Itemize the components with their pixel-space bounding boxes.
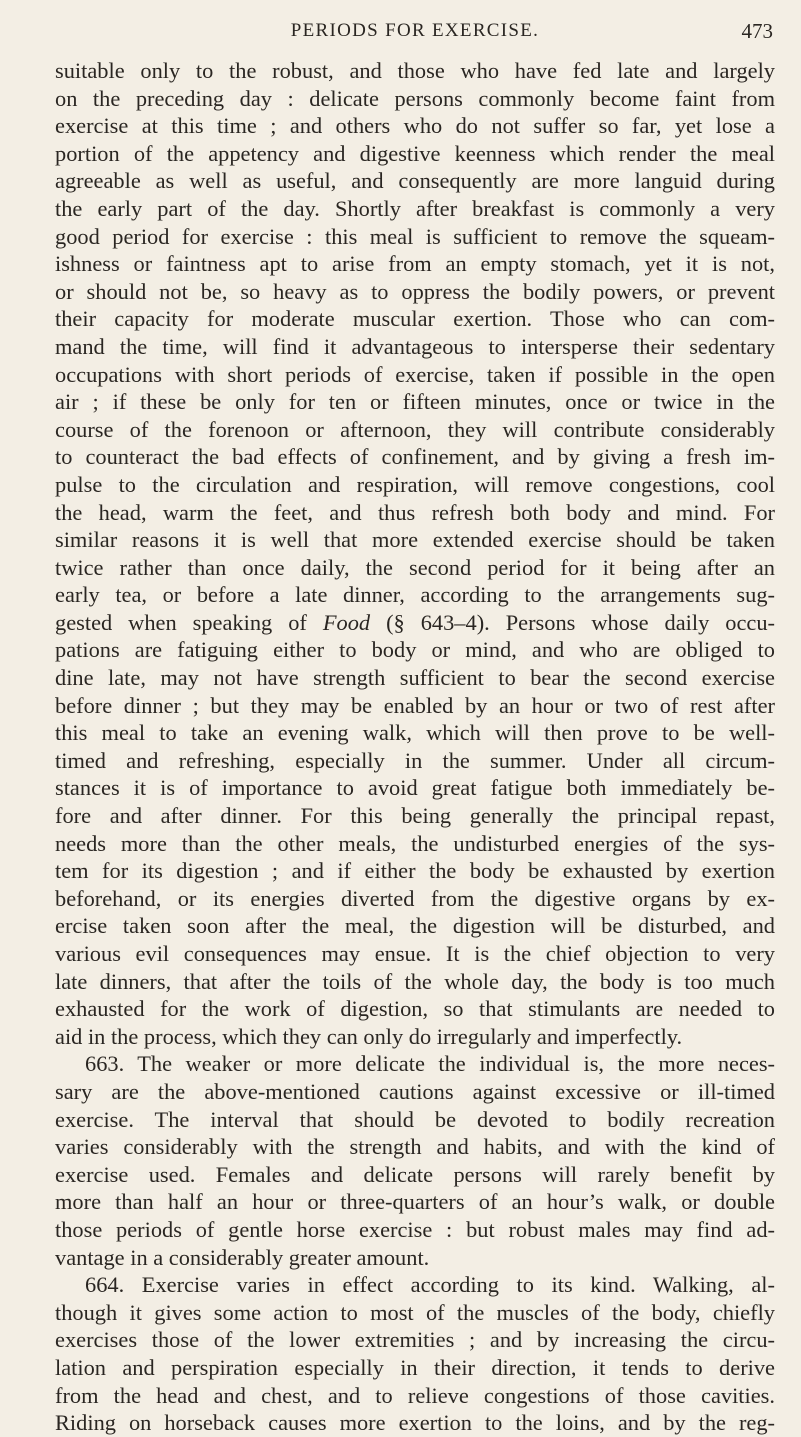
text-line: suitable only to the robust, and those who have fed late and largely [55, 58, 775, 83]
italic-reference-food: Food [322, 609, 371, 635]
text-line: agreeable as well as useful, and consequently are more languid during [55, 168, 775, 194]
text-line: or should not be, so heavy as to oppress the bodily powers, or prevent [55, 278, 775, 304]
text-line: their capacity for moderate muscular exertion. Those who can com- [55, 306, 775, 332]
text-line: the early part of the day. Shortly after breakfast is commonly a very [55, 195, 775, 221]
text-line: aid in the process, which they can only do irregularly and imperfectly. [55, 1023, 683, 1049]
text-line: exercise. The interval that should be devoted to bodily recreation [55, 1106, 775, 1132]
text-line: this meal to take an evening walk, which will then prove to be well- [55, 720, 775, 746]
text-segment: gested when speaking of [55, 609, 307, 635]
running-head: PERIODS FOR EXERCISE. [290, 20, 540, 41]
page-number: 473 [741, 19, 773, 43]
body-text [55, 57, 775, 1437]
text-line: though it gives some action to most of the muscles of the body, chiefly [55, 1299, 775, 1325]
text-line: ercise taken soon after the meal, the digestion will be disturbed, and [55, 913, 775, 939]
text-line: needs more than the other meals, the undisturbed energies of the sys- [55, 830, 775, 856]
text-line: lation and perspiration especially in their direction, it tends to derive [55, 1354, 775, 1380]
text-line: those periods of gentle horse exercise : but robust males may find ad- [55, 1216, 775, 1242]
text-line: beforehand, or its energies diverted from the digestive organs by ex- [55, 885, 775, 911]
text-line: good period for exercise : this meal is sufficient to remove the squeam- [55, 223, 775, 249]
text-line: the head, warm the feet, and thus refresh both body and mind. For [55, 499, 775, 525]
text-segment: (§ 643–4). Persons whose daily occu- [386, 609, 775, 635]
text-line: Riding on horseback causes more exertion to the loins, and by the reg- [55, 1410, 775, 1436]
text-line: on the preceding day : delicate persons commonly become faint from [55, 85, 775, 111]
text-line: from the head and chest, and to relieve congestions of those cavities. [55, 1382, 775, 1408]
text-line: tem for its digestion ; and if either the body be exhausted by exertion [55, 858, 775, 884]
text-line: late dinners, that after the toils of the whole day, the body is too much [55, 968, 775, 994]
text-line: exercise used. Females and delicate persons will rarely benefit by [55, 1161, 775, 1187]
text-line: pations are fatiguing either to body or mind, and who are obliged to [55, 637, 775, 663]
text-line: course of the forenoon or afternoon, they will contribute considerably [55, 416, 775, 442]
text-line: exercises those of the lower extremities ; and by increasing the circu- [55, 1327, 775, 1353]
text-line: ishness or faintness apt to arise from an empty stomach, yet it is not, [55, 251, 775, 277]
text-line: portion of the appetency and digestive keenness which render the meal [55, 140, 775, 166]
text-line: twice rather than once daily, the second period for it being after an [55, 554, 775, 580]
text-line: 663. The weaker or more delicate the individual is, the more neces- [85, 1051, 775, 1077]
text-line: varies considerably with the strength and habits, and with the kind of [55, 1134, 775, 1160]
text-line: mand the time, will find it advantageous to intersperse their sedentary [55, 333, 775, 359]
text-line: similar reasons it is well that more extended exercise should be taken [55, 527, 775, 553]
text-line: stances it is of importance to avoid great fatigue both immediately be- [55, 775, 775, 801]
text-line: before dinner ; but they may be enabled by an hour or two of rest after [55, 692, 775, 718]
text-line: fore and after dinner. For this being generally the principal repast, [55, 803, 775, 829]
text-line: occupations with short periods of exercise, taken if possible in the open [55, 361, 775, 387]
text-line: to counteract the bad effects of confinement, and by giving a fresh im- [55, 444, 775, 470]
text-line: exercise at this time ; and others who do not suffer so far, yet lose a [55, 113, 775, 139]
text-line: vantage in a considerably greater amount. [55, 1244, 430, 1270]
text-line: exhausted for the work of digestion, so that stimulants are needed to [55, 996, 775, 1022]
text-line: early tea, or before a late dinner, according to the arrangements sug- [55, 582, 775, 608]
text-line: timed and refreshing, especially in the summer. Under all circum- [55, 747, 775, 773]
text-line: air ; if these be only for ten or fifteen minutes, once or twice in the [55, 389, 775, 415]
text-line: 664. Exercise varies in effect according to its kind. Walking, al- [85, 1272, 775, 1298]
text-line: sary are the above-mentioned cautions against excessive or ill-timed [55, 1078, 775, 1104]
text-line: dine late, may not have strength sufficient to bear the second exercise [55, 665, 775, 691]
text-line: pulse to the circulation and respiration, will remove congestions, cool [55, 471, 775, 497]
text-line: more than half an hour or three-quarters of an hour’s walk, or double [55, 1189, 775, 1215]
text-line: various evil consequences may ensue. It is the chief objection to very [55, 941, 775, 966]
text-line-with-reference [55, 609, 775, 637]
page-header [55, 14, 775, 48]
